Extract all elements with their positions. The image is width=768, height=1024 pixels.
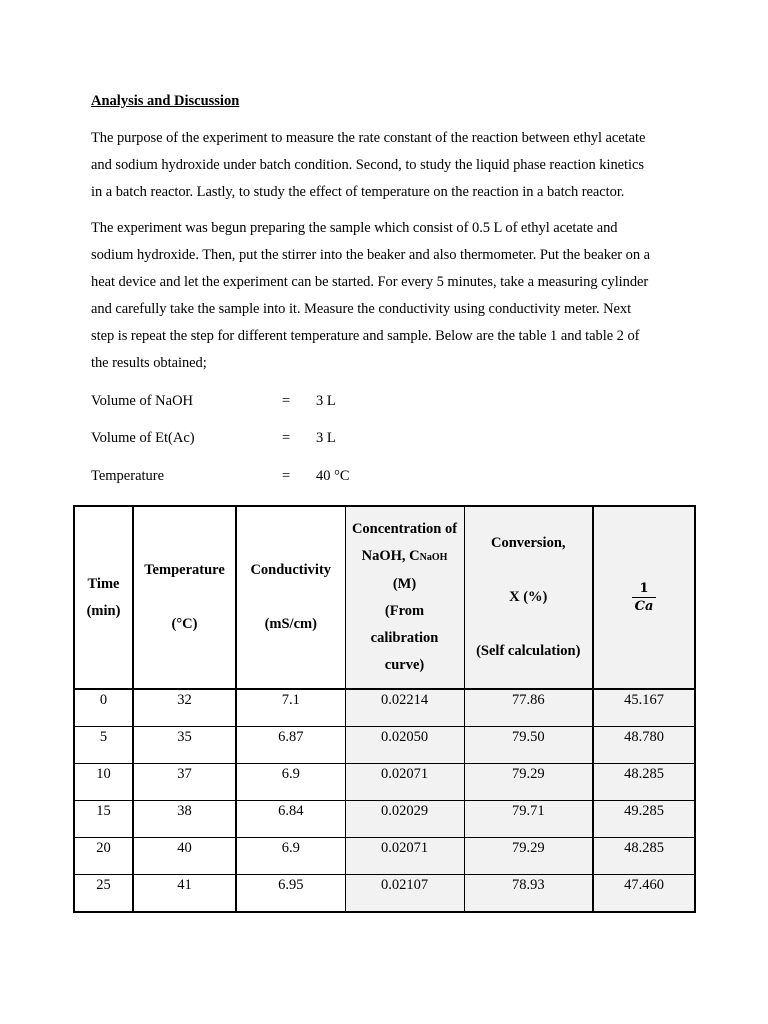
cell-concentration: 0.02050 xyxy=(345,727,464,764)
cell-conductivity: 6.84 xyxy=(236,801,345,838)
cell-concentration: 0.02214 xyxy=(345,689,464,727)
header-concentration xyxy=(345,506,464,689)
paragraph-line: The experiment was begun preparing the sample which consist of 0.5 L of ethyl acetate and xyxy=(91,220,618,236)
header-temperature-label: Temperature xyxy=(144,562,225,578)
cell-time: 25 xyxy=(74,875,133,913)
table-row xyxy=(74,764,695,801)
cell-conversion: 79.29 xyxy=(464,838,593,875)
table-row xyxy=(74,727,695,764)
header-concentration-line: Concentration of xyxy=(351,521,458,537)
parameter-label: Temperature xyxy=(91,468,165,484)
header-conductivity-label: Conductivity xyxy=(250,562,332,578)
cell-temperature: 41 xyxy=(133,875,236,913)
cell-conversion: 79.29 xyxy=(464,764,593,801)
cell-conductivity: 6.87 xyxy=(236,727,345,764)
cell-conductivity: 6.9 xyxy=(236,764,345,801)
header-conversion-label: Conversion, xyxy=(490,535,566,551)
header-concentration-subscript: NaOH xyxy=(419,552,448,563)
paragraph-line: the results obtained; xyxy=(91,355,207,371)
header-conductivity-unit: (mS/cm) xyxy=(264,616,317,632)
table-header-row xyxy=(74,506,695,689)
cell-conductivity: 7.1 xyxy=(236,689,345,727)
cell-conversion: 79.50 xyxy=(464,727,593,764)
header-temperature xyxy=(133,506,236,689)
table-row xyxy=(74,801,695,838)
parameter-value: 40 °C xyxy=(316,468,350,484)
cell-temperature: 37 xyxy=(133,764,236,801)
paragraph-line: step is repeat the step for different temperature and sample. Below are the table 1 and table 2 of xyxy=(91,328,640,344)
section-heading: Analysis and Discussion xyxy=(91,93,240,109)
header-inverse-ca xyxy=(593,506,695,689)
cell-concentration: 0.02107 xyxy=(345,875,464,913)
cell-conversion: 77.86 xyxy=(464,689,593,727)
inverse-ca-fraction xyxy=(632,580,657,615)
results-table xyxy=(73,505,696,913)
cell-concentration: 0.02071 xyxy=(345,838,464,875)
cell-conversion: 78.93 xyxy=(464,875,593,913)
parameter-value: 3 L xyxy=(316,393,336,409)
parameter-equals: = xyxy=(282,468,291,484)
cell-temperature: 32 xyxy=(133,689,236,727)
cell-conversion: 79.71 xyxy=(464,801,593,838)
table-row xyxy=(74,875,695,913)
cell-conductivity: 6.9 xyxy=(236,838,345,875)
cell-conductivity: 6.95 xyxy=(236,875,345,913)
paragraph-procedure xyxy=(91,215,691,377)
cell-temperature: 38 xyxy=(133,801,236,838)
header-concentration-line: calibration xyxy=(370,630,439,646)
parameter-value: 3 L xyxy=(316,430,336,446)
cell-time: 0 xyxy=(74,689,133,727)
parameter-equals: = xyxy=(282,393,291,409)
parameter-label: Volume of Et(Ac) xyxy=(91,430,195,446)
cell-inverse-ca: 48.780 xyxy=(593,727,695,764)
paragraph-line: and carefully take the sample into it. Measure the conductivity using conductivity meter. Next xyxy=(91,301,632,317)
header-concentration-line: (From xyxy=(384,603,425,619)
header-conversion-note: (Self calculation) xyxy=(476,643,581,659)
header-time xyxy=(74,506,133,689)
cell-inverse-ca: 47.460 xyxy=(593,875,695,913)
header-concentration-line: (M) xyxy=(392,576,417,592)
paragraph-line: and sodium hydroxide under batch condition. Second, to study the liquid phase reaction kinetics xyxy=(91,157,644,173)
header-concentration-line: curve) xyxy=(384,657,425,673)
cell-inverse-ca: 48.285 xyxy=(593,764,695,801)
fraction-numerator: 1 xyxy=(639,581,649,596)
cell-temperature: 40 xyxy=(133,838,236,875)
cell-concentration: 0.02029 xyxy=(345,801,464,838)
paragraph-line: heat device and let the experiment can be started. For every 5 minutes, take a measuring cylinder xyxy=(91,274,649,290)
paragraph-purpose xyxy=(91,125,691,206)
header-conversion xyxy=(464,506,593,689)
paragraph-line: The purpose of the experiment to measure the rate constant of the reaction between ethyl acetate xyxy=(91,130,646,146)
header-conductivity xyxy=(236,506,345,689)
cell-time: 15 xyxy=(74,801,133,838)
cell-inverse-ca: 48.285 xyxy=(593,838,695,875)
header-temperature-unit: (°C) xyxy=(171,616,198,632)
table-row xyxy=(74,689,695,727)
paragraph-line: in a batch reactor. Lastly, to study the effect of temperature on the reaction in a batch reactor. xyxy=(91,184,625,200)
cell-concentration: 0.02071 xyxy=(345,764,464,801)
cell-inverse-ca: 49.285 xyxy=(593,801,695,838)
cell-inverse-ca: 45.167 xyxy=(593,689,695,727)
paragraph-line: sodium hydroxide. Then, put the stirrer into the beaker and also thermometer. Put the beaker on a xyxy=(91,247,651,263)
header-concentration-line: NaOH, C xyxy=(361,548,420,564)
cell-time: 5 xyxy=(74,727,133,764)
cell-time: 10 xyxy=(74,764,133,801)
fraction-denominator: Ca xyxy=(632,597,657,615)
cell-temperature: 35 xyxy=(133,727,236,764)
parameter-equals: = xyxy=(282,430,291,446)
table-row xyxy=(74,838,695,875)
parameter-label: Volume of NaOH xyxy=(91,393,194,409)
cell-time: 20 xyxy=(74,838,133,875)
header-conversion-symbol: X (%) xyxy=(509,589,548,605)
header-time-unit: (min) xyxy=(86,602,121,619)
header-time-label: Time xyxy=(87,575,120,592)
